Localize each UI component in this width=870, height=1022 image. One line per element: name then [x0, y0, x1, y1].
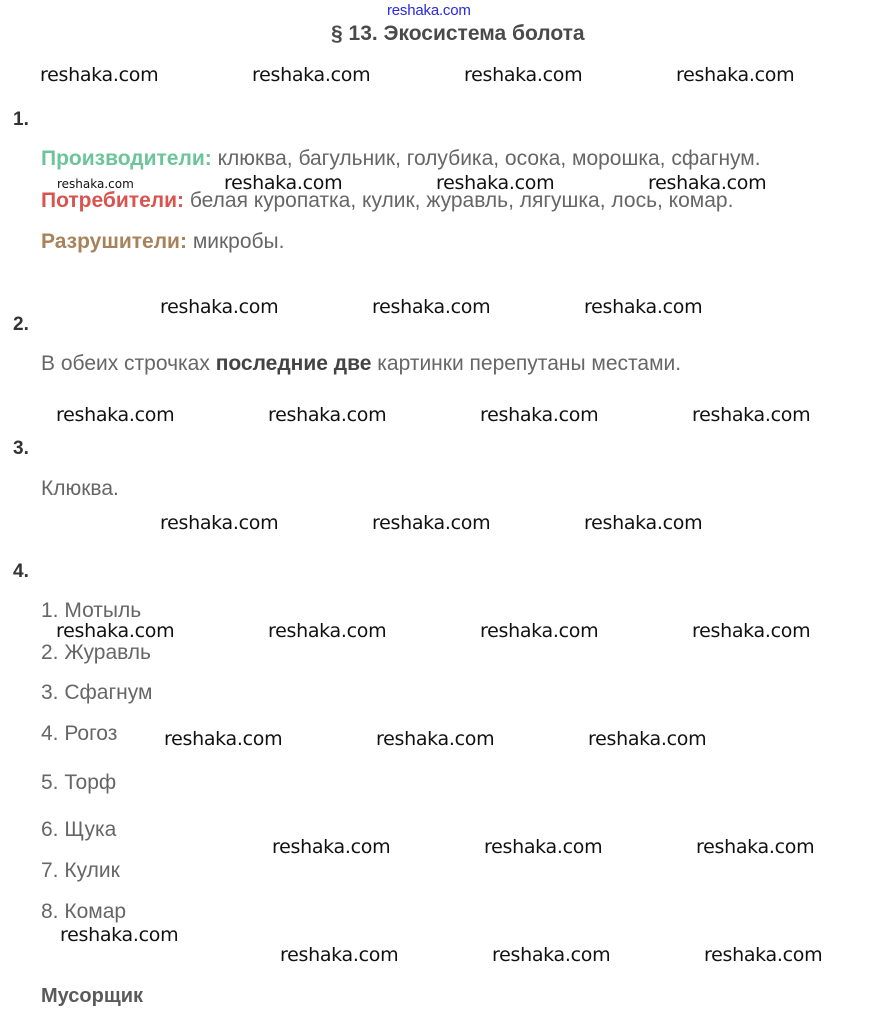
watermark: reshaka.com [40, 64, 159, 86]
watermark: reshaka.com [584, 296, 703, 318]
watermark: reshaka.com [696, 836, 815, 858]
watermark: reshaka.com [692, 404, 811, 426]
watermark: reshaka.com [480, 620, 599, 642]
watermark: reshaka.com [704, 944, 823, 966]
consumers-text: белая куропатка, кулик, журавль, лягушка, лось, комар. [189, 189, 734, 212]
producers-line [41, 147, 761, 171]
list-item: 2. Журавль [41, 641, 151, 664]
list-item: 8. Комар [41, 900, 127, 923]
watermark: reshaka.com [372, 512, 491, 534]
producers-text: клюква, багульник, голубика, осока, морошка, сфагнум. [217, 147, 761, 170]
watermark: reshaka.com [160, 296, 279, 318]
site-header-link[interactable]: reshaka.com [387, 2, 471, 19]
watermark: reshaka.com [436, 172, 555, 194]
watermark: reshaka.com [60, 924, 179, 946]
question-number-3: 3. [13, 438, 29, 459]
list-item: 7. Кулик [41, 859, 120, 882]
producers-label: Производители: [41, 147, 212, 170]
watermark: reshaka.com [492, 944, 611, 966]
decomposers-text: микробы. [192, 230, 285, 253]
watermark: reshaka.com [584, 512, 703, 534]
watermark: reshaka.com [376, 728, 495, 750]
watermark: reshaka.com [160, 512, 279, 534]
question-number-4: 4. [13, 561, 29, 582]
watermark: reshaka.com [252, 64, 371, 86]
q2-answer [41, 352, 681, 376]
watermark: reshaka.com [692, 620, 811, 642]
watermark: reshaka.com [272, 836, 391, 858]
watermark: reshaka.com [648, 172, 767, 194]
list-item: 3. Сфагнум [41, 681, 153, 704]
list-item: 5. Торф [41, 771, 117, 794]
watermark: reshaka.com [372, 296, 491, 318]
watermark: reshaka.com [164, 728, 283, 750]
q3-answer: Клюква. [41, 477, 119, 500]
watermark: reshaka.com [56, 620, 175, 642]
watermark-small: reshaka.com [57, 177, 134, 191]
watermark: reshaka.com [588, 728, 707, 750]
watermark: reshaka.com [268, 620, 387, 642]
decomposers-line [41, 230, 284, 254]
list-item: 1. Мотыль [41, 599, 142, 622]
watermark: reshaka.com [676, 64, 795, 86]
watermark: reshaka.com [224, 172, 343, 194]
q2-text-after: картинки перепутаны местами. [377, 352, 682, 375]
watermark: reshaka.com [280, 944, 399, 966]
q2-text-bold: последние две [215, 352, 372, 375]
list-item: 4. Рогоз [41, 722, 118, 745]
final-answer: Мусорщик [41, 985, 144, 1007]
decomposers-label: Разрушители: [41, 230, 187, 253]
watermark: reshaka.com [56, 404, 175, 426]
consumers-line [41, 189, 733, 213]
watermark: reshaka.com [464, 64, 583, 86]
watermark: reshaka.com [268, 404, 387, 426]
q2-text-before: В обеих строчках [41, 352, 210, 375]
watermark: reshaka.com [480, 404, 599, 426]
page-title: § 13. Экосистема болота [331, 22, 585, 45]
consumers-label: Потребители: [41, 189, 185, 212]
question-number-2: 2. [13, 314, 29, 335]
watermark: reshaka.com [484, 836, 603, 858]
list-item: 6. Щука [41, 818, 117, 841]
question-number-1: 1. [13, 109, 29, 130]
